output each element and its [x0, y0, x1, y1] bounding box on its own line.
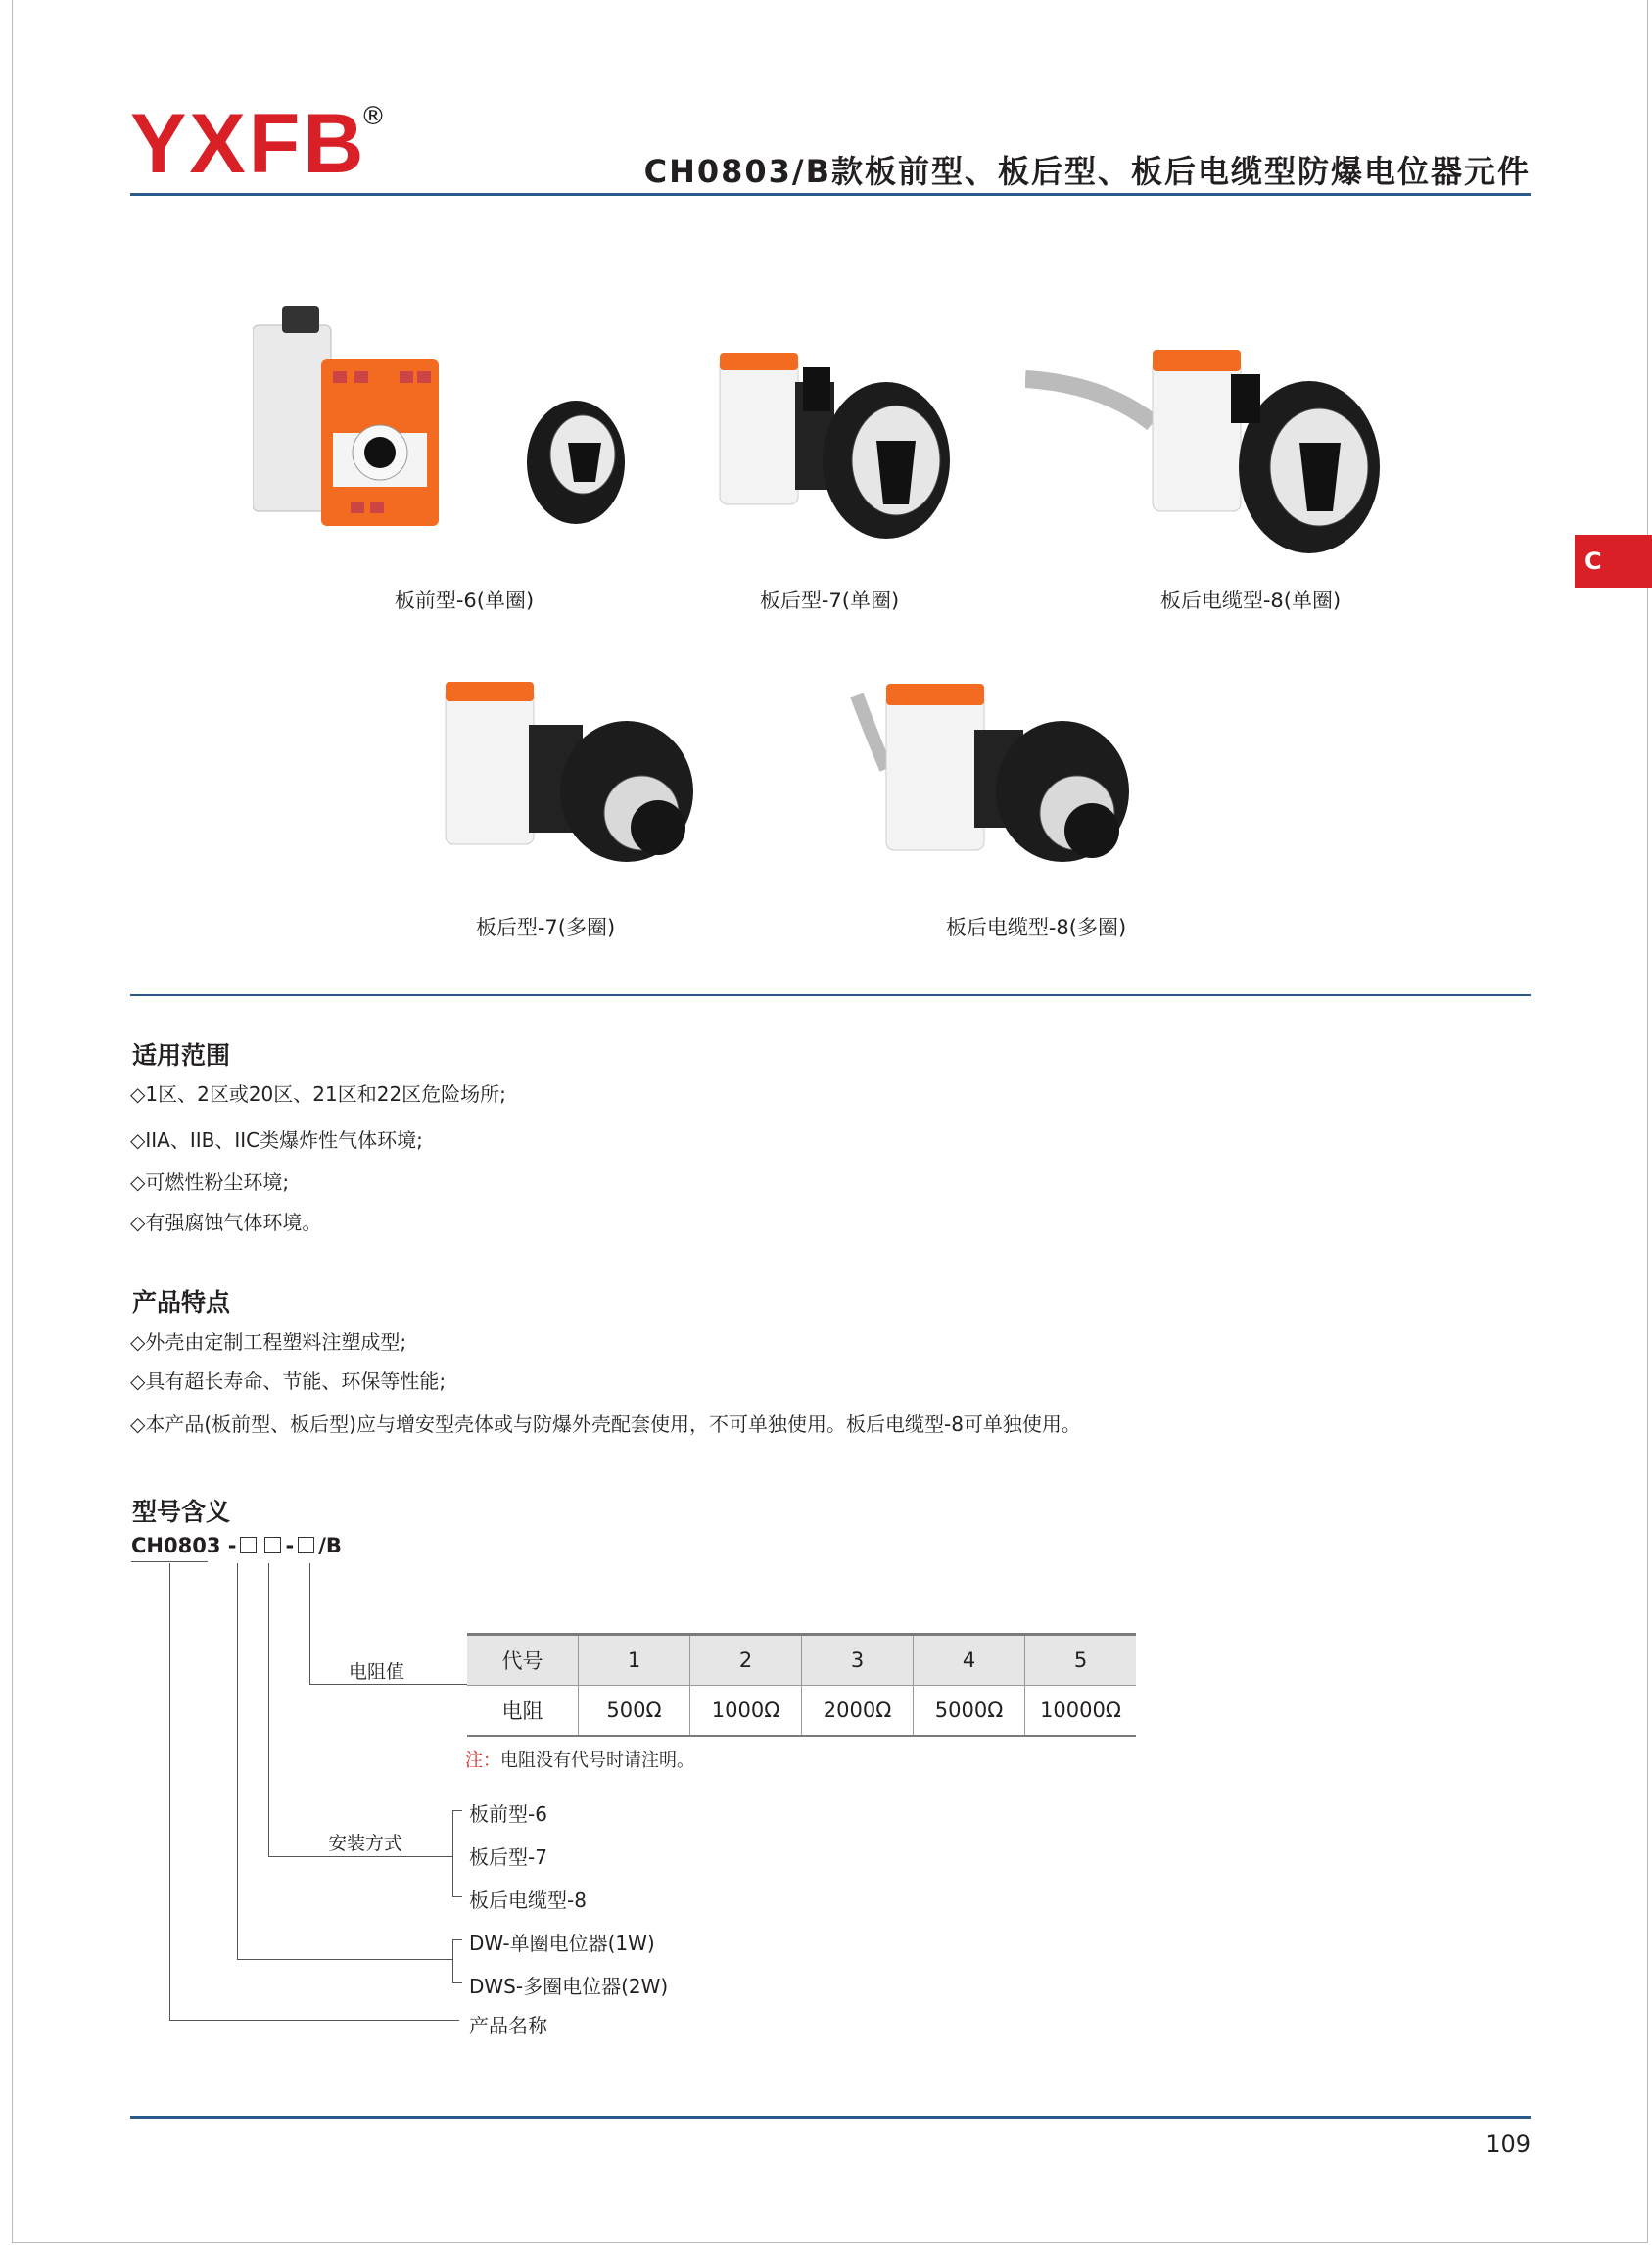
feature-item: ◇本产品(板前型、板后型)应与增安型壳体或与防爆外壳配套使用，不可单独使用。板后电缆型-8可单独使用。 — [130, 1412, 1081, 1436]
brand-logo: YXFB — [130, 97, 367, 191]
product-photo-rear-cable-8-multi — [847, 676, 1160, 886]
scope-item: ◇1区、2区或20区、21区和22区危险场所; — [130, 1082, 506, 1106]
mount-option: 板后电缆型-8 — [469, 1888, 587, 1912]
tree-line — [452, 1939, 462, 1940]
section-rule — [130, 994, 1531, 996]
table-cell: 5 — [1025, 1635, 1137, 1686]
model-code-suffix: /B — [318, 1534, 342, 1557]
page-title: CH0803/B款板前型、板后型、板后电缆型防爆电位器元件 — [643, 153, 1531, 190]
type-option: DW-单圈电位器(1W) — [469, 1932, 655, 1955]
resistance-table — [467, 1633, 1136, 1737]
table-cell: 2000Ω — [802, 1686, 914, 1737]
code-underline — [131, 1561, 208, 1562]
tree-line — [452, 1939, 453, 1982]
table-note — [465, 1746, 694, 1772]
tree-line — [237, 1563, 238, 1960]
scope-heading: 适用范围 — [132, 1041, 231, 1070]
tree-line — [268, 1563, 269, 1857]
table-cell: 1000Ω — [690, 1686, 802, 1737]
code-box — [298, 1537, 314, 1553]
tree-line — [169, 2020, 459, 2021]
table-cell: 2 — [690, 1635, 802, 1686]
caption-front-panel-6: 板前型-6(单圈) — [394, 589, 535, 612]
feature-item: ◇具有超长寿命、节能、环保等性能; — [130, 1369, 447, 1393]
tree-line — [169, 1563, 170, 2021]
mount-option: 板前型-6 — [469, 1802, 547, 1826]
header-rule — [130, 193, 1531, 196]
table-row — [467, 1635, 1136, 1686]
tree-line — [452, 1810, 453, 1897]
tree-line — [452, 1982, 462, 1983]
caption-rear-cable-8-multi: 板后电缆型-8(多圈) — [945, 916, 1127, 939]
tree-line — [452, 1810, 462, 1811]
caption-rear-panel-7-single: 板后型-7(单圈) — [759, 589, 900, 612]
note-text: 电阻没有代号时请注明。 — [500, 1750, 694, 1771]
caption-rear-cable-8-single: 板后电缆型-8(单圈) — [1159, 589, 1342, 612]
model-heading: 型号含义 — [132, 1498, 231, 1526]
product-photo-rear-cable-8-single — [1025, 345, 1397, 565]
tree-line — [268, 1856, 452, 1857]
code-box — [240, 1537, 257, 1553]
registered-mark: ® — [360, 102, 386, 131]
scope-item: ◇可燃性粉尘环境; — [130, 1170, 290, 1194]
page-number: 109 — [1486, 2130, 1531, 2158]
feature-item: ◇外壳由定制工程塑料注塑成型; — [130, 1330, 407, 1354]
product-photo-front-panel-6 — [253, 306, 625, 541]
table-cell: 500Ω — [579, 1686, 690, 1737]
product-photo-rear-panel-7-multi — [441, 676, 715, 882]
scope-item: ◇IIA、IIB、IIC类爆炸性气体环境; — [130, 1128, 423, 1152]
footer-rule — [130, 2116, 1531, 2119]
table-cell: 3 — [802, 1635, 914, 1686]
product-photo-rear-panel-7-single — [715, 343, 960, 558]
features-heading: 产品特点 — [132, 1288, 231, 1316]
mount-label: 安装方式 — [328, 1833, 403, 1854]
note-prefix: 注： — [465, 1750, 500, 1771]
scope-item: ◇有强腐蚀气体环境。 — [130, 1211, 322, 1234]
mount-option: 板后型-7 — [469, 1845, 547, 1869]
table-cell: 电阻 — [467, 1686, 579, 1737]
caption-rear-panel-7-multi: 板后型-7(多圈) — [475, 916, 616, 939]
tree-line — [309, 1684, 467, 1685]
model-code — [131, 1534, 342, 1557]
product-name-label: 产品名称 — [469, 2014, 547, 2037]
table-cell: 代号 — [467, 1635, 579, 1686]
tree-line — [309, 1563, 310, 1685]
table-cell: 5000Ω — [914, 1686, 1025, 1737]
section-tab: C — [1575, 535, 1652, 588]
model-code-prefix: CH0803 - — [131, 1534, 237, 1557]
table-row — [467, 1686, 1136, 1737]
resistance-label: 电阻值 — [349, 1661, 405, 1683]
tree-line — [452, 1896, 462, 1897]
table-cell: 1 — [579, 1635, 690, 1686]
table-cell: 10000Ω — [1025, 1686, 1137, 1737]
tree-line — [237, 1959, 452, 1960]
table-cell: 4 — [914, 1635, 1025, 1686]
type-option: DWS-多圈电位器(2W) — [469, 1975, 669, 1998]
code-box — [264, 1537, 281, 1553]
model-code-dash: - — [285, 1534, 295, 1557]
